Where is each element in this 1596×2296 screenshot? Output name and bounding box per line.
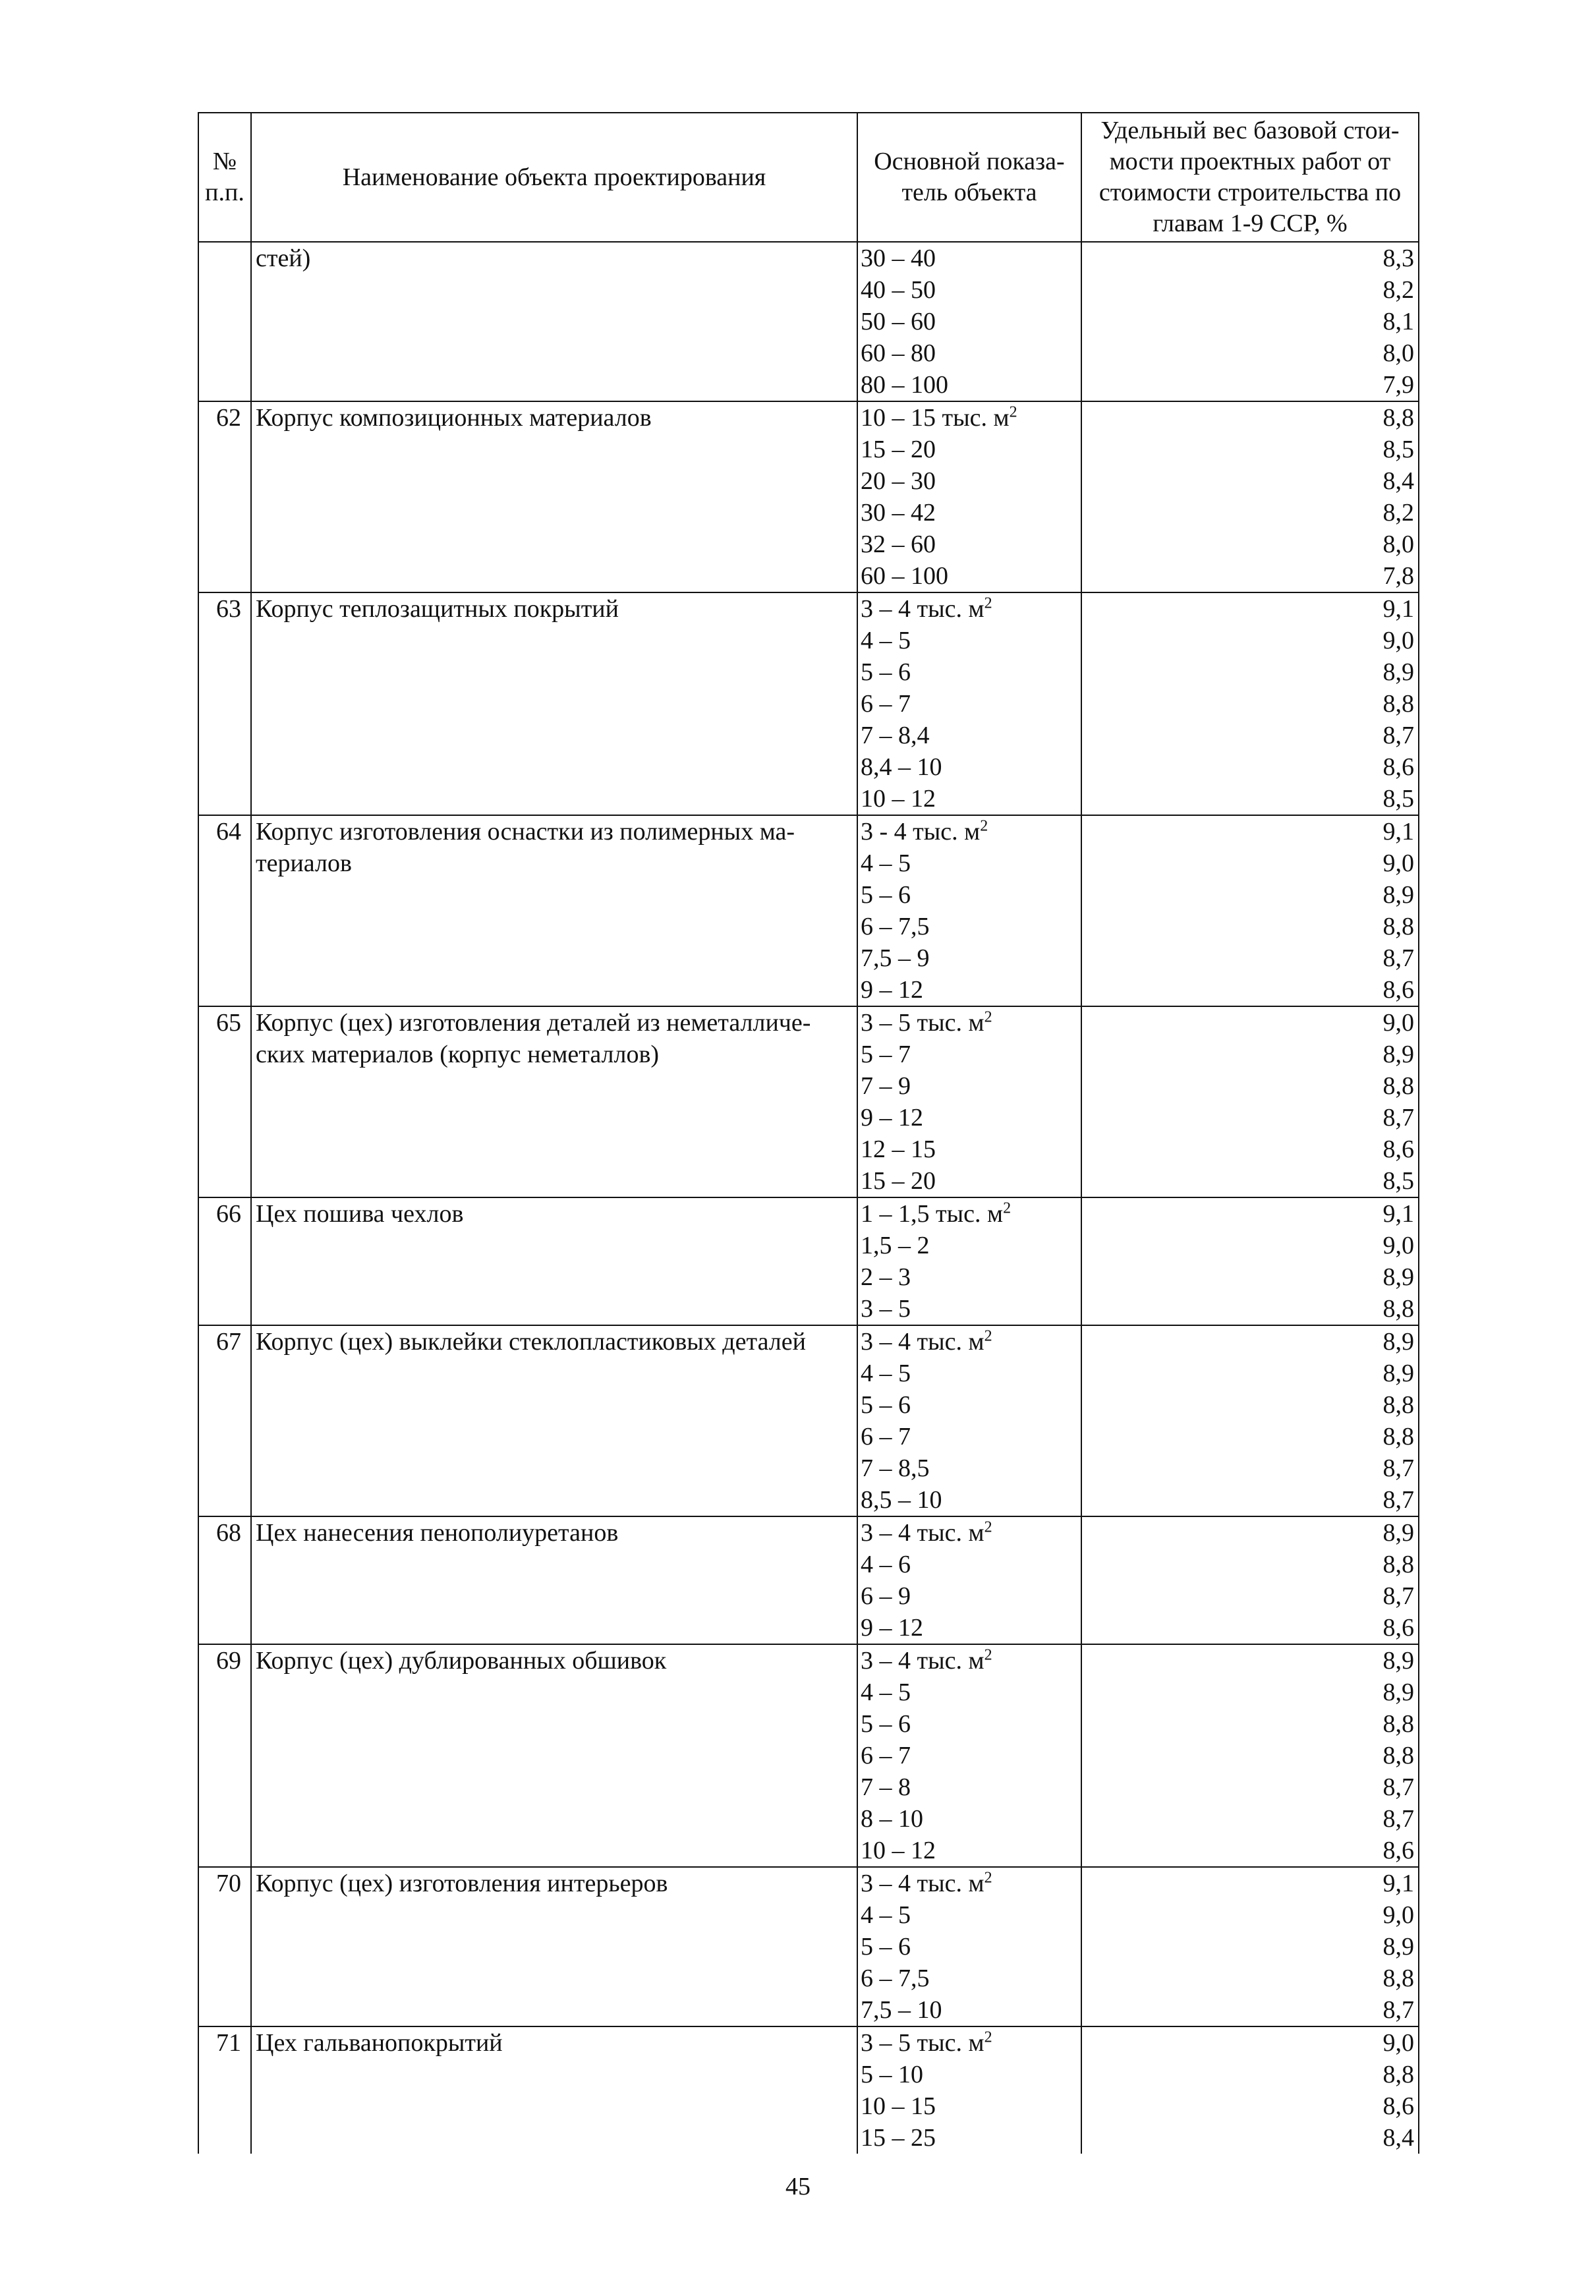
indicator-value: 6 – 7 xyxy=(861,1423,911,1450)
share-value: 9,0 xyxy=(1382,1232,1414,1259)
indicator-value: 4 – 5 xyxy=(861,1360,911,1387)
row-number: 68 xyxy=(198,1516,251,1644)
share-cell xyxy=(1081,1867,1419,2026)
share-value: 8,0 xyxy=(1382,339,1414,367)
indicator-value: 3 – 4 тыс. $м^2$ xyxy=(861,594,992,623)
indicator-value: 5 – 6 xyxy=(861,658,911,686)
table-row xyxy=(198,815,1419,1006)
indicator-value: 6 – 7 xyxy=(861,690,911,718)
object-name: Цех нанесения пенополиуретанов xyxy=(251,1516,857,1644)
indicator-cell xyxy=(857,1516,1081,1644)
table-header-row xyxy=(198,113,1419,242)
row-number: 64 xyxy=(198,815,251,1006)
share-value: 8,6 xyxy=(1382,976,1414,1004)
indicator-value: 80 – 100 xyxy=(861,371,948,399)
share-value: 8,8 xyxy=(1382,1295,1414,1323)
header-share: Удельный вес базовой стои- мости проектных работ от стоимости строительства по главам 1-9 ССР, % xyxy=(1081,113,1419,242)
share-value: 8,5 xyxy=(1382,1167,1414,1195)
indicator-value: 4 – 5 xyxy=(861,1679,911,1706)
share-value: 8,8 xyxy=(1382,1072,1414,1100)
header-object-name: Наименование объекта проектирования xyxy=(251,113,857,242)
share-value: 8,1 xyxy=(1382,308,1414,335)
indicator-value: 8,4 – 10 xyxy=(861,753,942,781)
indicator-value: 4 – 5 xyxy=(861,1901,911,1929)
share-value: 8,6 xyxy=(1382,1135,1414,1163)
indicator-value: 5 – 10 xyxy=(861,2061,923,2088)
indicator-value: 60 – 100 xyxy=(861,562,948,590)
share-value: 8,7 xyxy=(1382,1805,1414,1833)
object-name: Корпус (цех) изготовления деталей из неметалличе- ских материалов (корпус неметаллов) xyxy=(251,1006,857,1197)
object-name: Цех пошива чехлов xyxy=(251,1197,857,1325)
indicator-value: 30 – 40 xyxy=(861,244,936,272)
indicator-value: 4 – 5 xyxy=(861,849,911,877)
indicator-value: 7,5 – 10 xyxy=(861,1996,942,2024)
share-value: 8,7 xyxy=(1382,1773,1414,1801)
share-value: 8,5 xyxy=(1382,785,1414,813)
indicator-value: 6 – 7,5 xyxy=(861,1965,930,1992)
share-value: 8,9 xyxy=(1382,658,1414,686)
indicator-value: 7 – 8,4 xyxy=(861,722,930,749)
indicator-cell xyxy=(857,242,1081,401)
share-value: 8,9 xyxy=(1382,1519,1414,1547)
indicator-value: 9 – 12 xyxy=(861,1104,923,1132)
share-cell xyxy=(1081,1197,1419,1325)
indicator-value: 8 – 10 xyxy=(861,1805,923,1833)
share-value: 8,8 xyxy=(1382,404,1414,432)
design-cost-table xyxy=(198,112,1419,2154)
indicator-value: 15 – 20 xyxy=(861,436,936,463)
indicator-value: 1,5 – 2 xyxy=(861,1232,930,1259)
share-value: 9,0 xyxy=(1382,849,1414,877)
indicator-value: 15 – 25 xyxy=(861,2124,936,2152)
indicator-cell xyxy=(857,1006,1081,1197)
indicator-value: 30 – 42 xyxy=(861,499,936,527)
indicator-value: 5 – 6 xyxy=(861,1710,911,1738)
indicator-value: 3 – 5 тыс. $м^2$ xyxy=(861,1008,992,1037)
share-value: 9,0 xyxy=(1382,1009,1414,1037)
share-cell xyxy=(1081,1325,1419,1516)
share-value: 8,2 xyxy=(1382,499,1414,527)
row-number: 66 xyxy=(198,1197,251,1325)
indicator-value: 15 – 20 xyxy=(861,1167,936,1195)
share-cell xyxy=(1081,592,1419,815)
share-cell xyxy=(1081,815,1419,1006)
indicator-value: 10 – 12 xyxy=(861,1837,936,1864)
object-name: Корпус изготовления оснастки из полимерных ма- териалов xyxy=(251,815,857,1006)
indicator-value: 6 – 7,5 xyxy=(861,913,930,940)
share-value: 9,1 xyxy=(1382,1200,1414,1228)
row-number: 62 xyxy=(198,401,251,592)
share-value: 8,8 xyxy=(1382,1423,1414,1450)
indicator-value: 3 – 4 тыс. $м^2$ xyxy=(861,1869,992,1897)
share-value: 8,8 xyxy=(1382,1710,1414,1738)
share-value: 8,7 xyxy=(1382,1486,1414,1514)
share-value: 8,8 xyxy=(1382,1742,1414,1769)
table-row xyxy=(198,592,1419,815)
row-number: 71 xyxy=(198,2026,251,2154)
page-number: 45 xyxy=(785,2173,811,2200)
indicator-value: 3 – 4 тыс. $м^2$ xyxy=(861,1327,992,1356)
share-value: 8,8 xyxy=(1382,690,1414,718)
indicator-value: 7 – 9 xyxy=(861,1072,911,1100)
indicator-value: 10 – 15 тыс. $м^2$ xyxy=(861,403,1017,432)
table-row xyxy=(198,401,1419,592)
object-name: стей) xyxy=(251,242,857,401)
share-value: 8,8 xyxy=(1382,1391,1414,1419)
indicator-value: 6 – 9 xyxy=(861,1582,911,1610)
share-value: 8,9 xyxy=(1382,1647,1414,1675)
indicator-value: 9 – 12 xyxy=(861,976,923,1004)
indicator-value: 5 – 7 xyxy=(861,1041,911,1068)
share-value: 8,6 xyxy=(1382,1614,1414,1642)
share-value: 8,8 xyxy=(1382,1551,1414,1578)
indicator-value: 3 – 4 тыс. $м^2$ xyxy=(861,1518,992,1547)
share-value: 8,9 xyxy=(1382,1263,1414,1291)
indicator-cell xyxy=(857,2026,1081,2154)
share-value: 8,7 xyxy=(1382,944,1414,972)
share-value: 8,9 xyxy=(1382,1360,1414,1387)
row-number xyxy=(198,242,251,401)
share-value: 8,8 xyxy=(1382,1965,1414,1992)
indicator-value: 10 – 12 xyxy=(861,785,936,813)
row-number: 67 xyxy=(198,1325,251,1516)
share-value: 8,2 xyxy=(1382,276,1414,304)
share-value: 8,9 xyxy=(1382,1328,1414,1356)
indicator-value: 4 – 6 xyxy=(861,1551,911,1578)
indicator-value: 3 – 4 тыс. $м^2$ xyxy=(861,1646,992,1675)
share-value: 8,6 xyxy=(1382,2092,1414,2120)
share-value: 8,7 xyxy=(1382,722,1414,749)
indicator-cell xyxy=(857,1325,1081,1516)
indicator-value: 4 – 5 xyxy=(861,627,911,654)
share-value: 9,0 xyxy=(1382,1901,1414,1929)
share-value: 8,4 xyxy=(1382,2124,1414,2152)
share-cell xyxy=(1081,1006,1419,1197)
indicator-value: 5 – 6 xyxy=(861,1933,911,1961)
indicator-cell xyxy=(857,592,1081,815)
table-row xyxy=(198,2026,1419,2154)
object-name: Корпус композиционных материалов xyxy=(251,401,857,592)
indicator-value: 3 – 5 тыс. $м^2$ xyxy=(861,2028,992,2057)
share-cell xyxy=(1081,1644,1419,1867)
indicator-cell xyxy=(857,1644,1081,1867)
share-value: 8,3 xyxy=(1382,244,1414,272)
share-value: 7,8 xyxy=(1382,562,1414,590)
share-value: 8,9 xyxy=(1382,1679,1414,1706)
share-value: 8,8 xyxy=(1382,2061,1414,2088)
table-row xyxy=(198,1644,1419,1867)
share-cell xyxy=(1081,1516,1419,1644)
object-name: Корпус теплозащитных покрытий xyxy=(251,592,857,815)
indicator-value: 5 – 6 xyxy=(861,1391,911,1419)
share-cell xyxy=(1081,2026,1419,2154)
row-number: 63 xyxy=(198,592,251,815)
indicator-value: 20 – 30 xyxy=(861,467,936,495)
object-name: Корпус (цех) дублированных обшивок xyxy=(251,1644,857,1867)
table-row xyxy=(198,1197,1419,1325)
row-number: 65 xyxy=(198,1006,251,1197)
table-row xyxy=(198,1516,1419,1644)
share-value: 9,1 xyxy=(1382,818,1414,846)
share-value: 8,4 xyxy=(1382,467,1414,495)
share-cell xyxy=(1081,242,1419,401)
indicator-value: 8,5 – 10 xyxy=(861,1486,942,1514)
indicator-value: 7 – 8,5 xyxy=(861,1454,930,1482)
indicator-value: 3 - 4 тыс. $м^2$ xyxy=(861,817,988,846)
share-value: 8,0 xyxy=(1382,531,1414,558)
object-name: Корпус (цех) изготовления интерьеров xyxy=(251,1867,857,2026)
share-value: 8,7 xyxy=(1382,1996,1414,2024)
table-row xyxy=(198,1325,1419,1516)
table-body xyxy=(198,242,1419,2154)
header-indicator: Основной показа- тель объекта xyxy=(857,113,1081,242)
object-name: Цех гальванопокрытий xyxy=(251,2026,857,2154)
table-row xyxy=(198,1867,1419,2026)
share-value: 8,9 xyxy=(1382,881,1414,909)
share-value: 9,1 xyxy=(1382,1870,1414,1897)
indicator-value: 5 – 6 xyxy=(861,881,911,909)
indicator-cell xyxy=(857,1197,1081,1325)
share-cell xyxy=(1081,401,1419,592)
share-value: 8,7 xyxy=(1382,1104,1414,1132)
share-value: 8,7 xyxy=(1382,1454,1414,1482)
indicator-value: 60 – 80 xyxy=(861,339,936,367)
share-value: 9,1 xyxy=(1382,595,1414,623)
share-value: 8,6 xyxy=(1382,753,1414,781)
indicator-value: 40 – 50 xyxy=(861,276,936,304)
indicator-cell xyxy=(857,401,1081,592)
indicator-value: 7,5 – 9 xyxy=(861,944,930,972)
table-row xyxy=(198,242,1419,401)
indicator-cell xyxy=(857,815,1081,1006)
row-number: 69 xyxy=(198,1644,251,1867)
share-value: 7,9 xyxy=(1382,371,1414,399)
share-value: 8,9 xyxy=(1382,1933,1414,1961)
indicator-cell xyxy=(857,1867,1081,2026)
indicator-value: 32 – 60 xyxy=(861,531,936,558)
share-value: 9,0 xyxy=(1382,2029,1414,2057)
share-value: 8,7 xyxy=(1382,1582,1414,1610)
object-name: Корпус (цех) выклейки стеклопластиковых деталей xyxy=(251,1325,857,1516)
share-value: 8,5 xyxy=(1382,436,1414,463)
indicator-value: 3 – 5 xyxy=(861,1295,911,1323)
indicator-value: 9 – 12 xyxy=(861,1614,923,1642)
header-number: № п.п. xyxy=(198,113,251,242)
indicator-value: 6 – 7 xyxy=(861,1742,911,1769)
indicator-value: 1 – 1,5 тыс. $м^2$ xyxy=(861,1199,1012,1228)
share-value: 9,0 xyxy=(1382,627,1414,654)
indicator-value: 10 – 15 xyxy=(861,2092,936,2120)
share-value: 8,8 xyxy=(1382,913,1414,940)
share-value: 8,6 xyxy=(1382,1837,1414,1864)
indicator-value: 7 – 8 xyxy=(861,1773,911,1801)
share-value: 8,9 xyxy=(1382,1041,1414,1068)
indicator-value: 2 – 3 xyxy=(861,1263,911,1291)
row-number: 70 xyxy=(198,1867,251,2026)
indicator-value: 50 – 60 xyxy=(861,308,936,335)
indicator-value: 12 – 15 xyxy=(861,1135,936,1163)
table-row xyxy=(198,1006,1419,1197)
